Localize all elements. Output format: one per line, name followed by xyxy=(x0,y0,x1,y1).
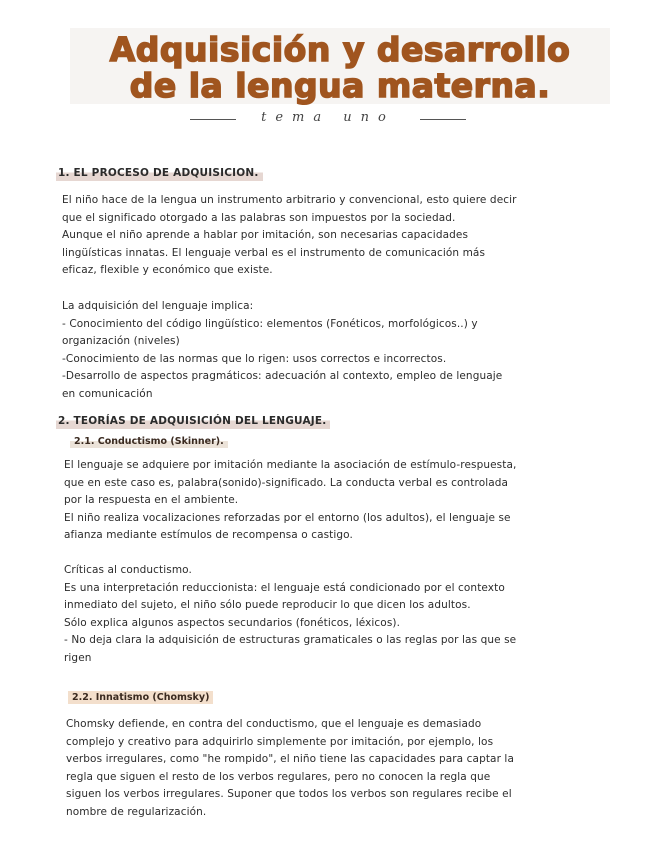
page-title-line-1: Adquisición y desarrollo xyxy=(109,30,571,69)
title-block xyxy=(70,28,610,104)
section-heading-teorias: 2. TEORÍAS DE ADQUISICIÓN DEL LENGUAJE. xyxy=(56,414,330,429)
paragraph-adquisicion-implica: La adquisición del lenguaje implica: - Conocimiento del código lingüístico: elementos (Fonéticos, morfológicos..) y organización (niveles) -Conocimiento de las normas que lo rigen: usos correctos e incorrectos. -Desarrollo de aspectos pragmáticos: adecuación al contexto, empleo de lenguaje en comunicación xyxy=(62,300,503,400)
divider-line-left xyxy=(190,119,236,120)
divider-line-right xyxy=(420,119,466,120)
page-title-line-2: de la lengua materna. xyxy=(129,66,551,105)
page-subtitle: tema uno xyxy=(261,110,395,125)
section-heading-proceso: 1. EL PROCESO DE ADQUISICION. xyxy=(56,166,263,181)
paragraph-proceso-intro: El niño hace de la lengua un instrumento arbitrario y convencional, esto quiere decir que el significado otorgado a las palabras son impuestos por la sociedad. Aunque el niño aprende a hablar por imitación, son necesarias capacidades lingüísticas innatas. El lenguaje verbal es el instrumento de comunicación más eficaz, flexible y económico que existe. xyxy=(62,194,517,277)
paragraph-criticas-conductismo: Críticas al conductismo. Es una interpretación reduccionista: el lenguaje está condicionado por el contexto inmediato del sujeto, el niño sólo puede reproducir lo que dicen los adultos. Sólo explica algunos aspectos secundarios (fonéticos, léxicos). - No deja clara la adquisición de estructuras gramaticales o las reglas por las que se rigen xyxy=(64,564,517,664)
subsection-heading-conductismo: 2.1. Conductismo (Skinner). xyxy=(70,435,228,448)
paragraph-innatismo: Chomsky defiende, en contra del conductismo, que el lenguaje es demasiado complejo y creativo para adquirirlo simplemente por imitación, por ejemplo, los verbos irregulares, como "he rompido", el niño tiene las capacidades para captar la regla que siguen el resto de los verbos regulares, pero no conocen la regla que siguen los verbos irregulares. Suponer que todos los verbos son regulares recibe el nombre de regularización. xyxy=(66,718,514,818)
paragraph-conductismo: El lenguaje se adquiere por imitación mediante la asociación de estímulo-respuesta, que en este caso es, palabra(sonido)-significado. La conducta verbal es controlada por la respuesta en el ambiente. El niño realiza vocalizaciones reforzadas por el entorno (los adultos), el lenguaje se afianza mediante estímulos de recompensa o castigo. xyxy=(64,459,517,542)
subtitle-divider xyxy=(190,110,466,128)
subsection-heading-innatismo: 2.2. Innatismo (Chomsky) xyxy=(68,691,213,704)
